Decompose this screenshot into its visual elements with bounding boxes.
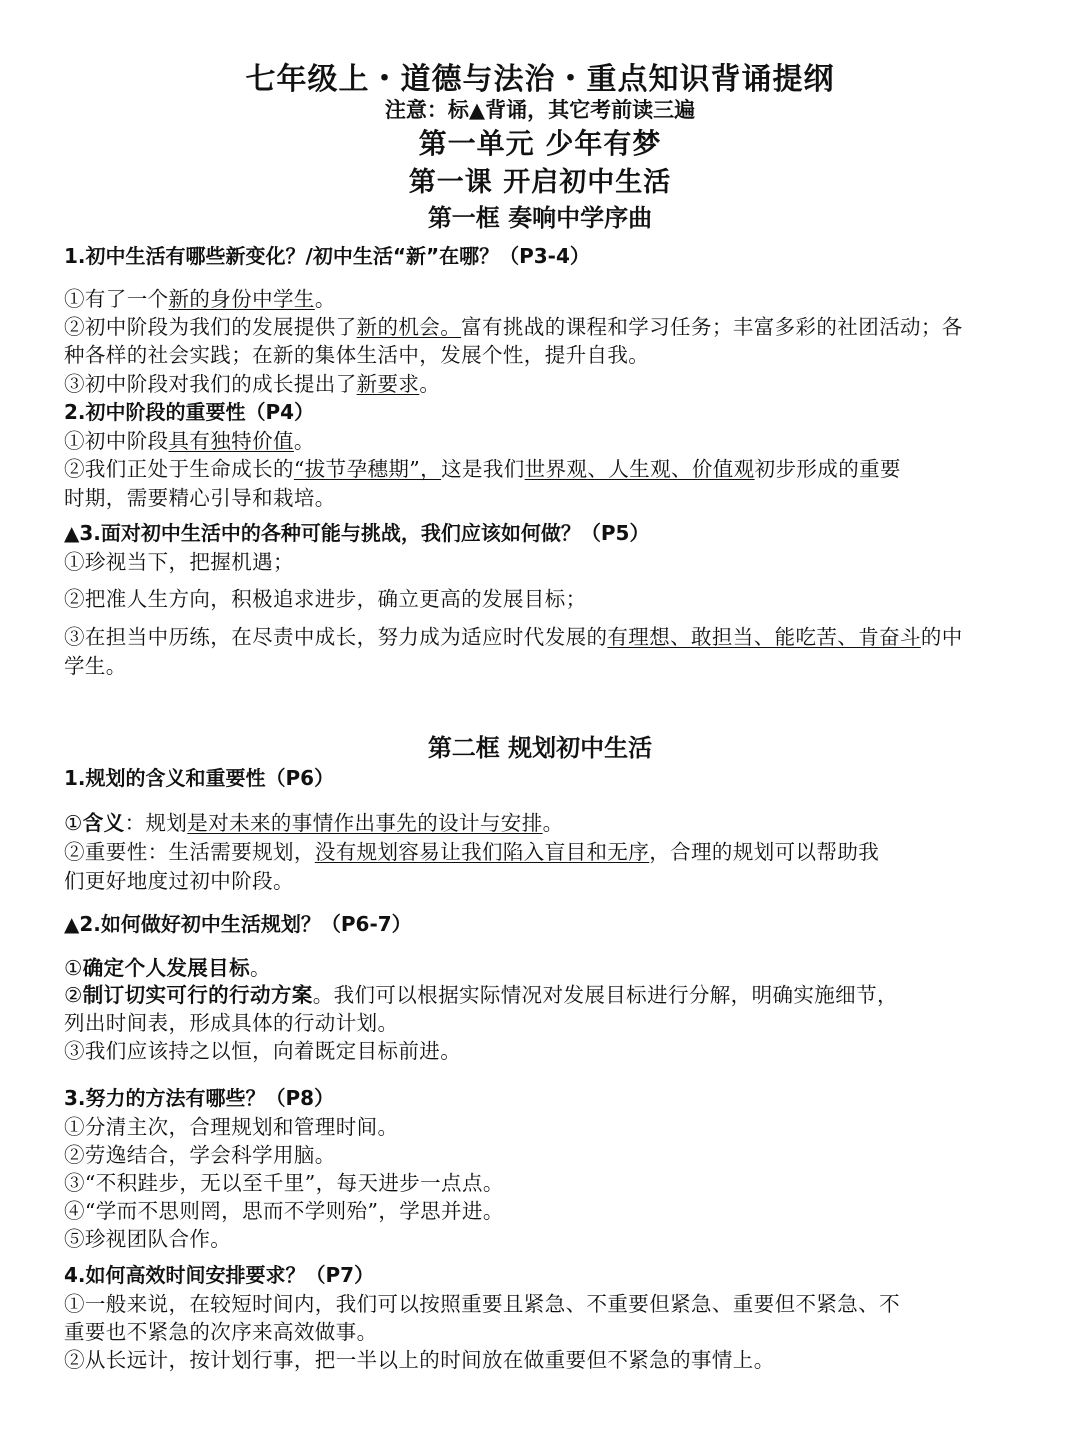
paragraph-line: ③“不积跬步，无以至千里”，每天进步一点点。	[64, 1171, 504, 1195]
document-title: 七年级上・道德与法治・重点知识背诵提纲	[245, 62, 835, 97]
paragraph-line: ②从长远计，按计划行事，把一半以上的时间放在做重要但不紧急的事情上。	[64, 1348, 775, 1372]
paragraph-line: ①确定个人发展目标。	[64, 956, 271, 980]
frame-heading-2: 第二框 规划初中生活	[427, 734, 653, 762]
paragraph-line: ⑤珍视团队合作。	[64, 1227, 232, 1251]
paragraph-line: ②初中阶段为我们的发展提供了新的机会。富有挑战的课程和学习任务；丰富多彩的社团活动；各	[64, 315, 963, 339]
paragraph-line: 们更好地度过初中阶段。	[64, 869, 294, 893]
frame-heading-1: 第一框 奏响中学序曲	[427, 204, 653, 232]
paragraph-line: ①初中阶段具有独特价值。	[64, 429, 315, 453]
question-heading: ▲3.面对初中生活中的各种可能与挑战，我们应该如何做？（P5）	[64, 521, 650, 545]
paragraph-line: ②重要性：生活需要规划，没有规划容易让我们陷入盲目和无序，合理的规划可以帮助我	[64, 840, 880, 864]
paragraph-line: ②把准人生方向，积极追求进步，确立更高的发展目标；	[64, 587, 587, 611]
paragraph-line: 时期，需要精心引导和栽培。	[64, 486, 336, 510]
question-heading: 1.初中生活有哪些新变化？/初中生活“新”在哪？（P3-4）	[64, 244, 590, 268]
paragraph-line: ④“学而不思则罔，思而不学则殆”，学思并进。	[64, 1199, 504, 1223]
paragraph-line: ①有了一个新的身份中学生。	[64, 287, 336, 311]
lesson-heading: 第一课 开启初中生活	[408, 167, 672, 198]
paragraph-line: ①分清主次，合理规划和管理时间。	[64, 1115, 399, 1139]
paragraph-line: 列出时间表，形成具体的行动计划。	[64, 1011, 399, 1035]
paragraph-line: 重要也不紧急的次序来高效做事。	[64, 1320, 378, 1344]
paragraph-line: ①珍视当下，把握机遇；	[64, 550, 294, 574]
paragraph-line: ②劳逸结合，学会科学用脑。	[64, 1143, 336, 1167]
paragraph-line: ③在担当中历练，在尽责中成长，努力成为适应时代发展的有理想、敢担当、能吃苦、肯奋斗的中	[64, 625, 963, 649]
paragraph-line: ②制订切实可行的行动方案。我们可以根据实际情况对发展目标进行分解，明确实施细节，	[64, 983, 898, 1007]
paragraph-line: 学生。	[64, 654, 127, 678]
paragraph-line: ①含义：规划是对未来的事情作出事先的设计与安排。	[64, 811, 564, 835]
question-heading: 1.规划的含义和重要性（P6）	[64, 766, 335, 790]
question-heading: 4.如何高效时间安排要求？（P7）	[64, 1263, 375, 1287]
paragraph-line: ③我们应该持之以恒，向着既定目标前进。	[64, 1039, 462, 1063]
unit-heading: 第一单元 少年有梦	[418, 127, 662, 160]
paragraph-line: 种各样的社会实践；在新的集体生活中，发展个性，提升自我。	[64, 343, 650, 367]
question-heading: 3.努力的方法有哪些？（P8）	[64, 1086, 335, 1110]
paragraph-line: ②我们正处于生命成长的“拔节孕穗期”，这是我们世界观、人生观、价值观初步形成的重要	[64, 457, 901, 481]
question-heading: ▲2.如何做好初中生活规划？（P6-7）	[64, 912, 412, 936]
paragraph-line: ①一般来说，在较短时间内，我们可以按照重要且紧急、不重要但紧急、重要但不紧急、不	[64, 1292, 900, 1316]
study-note: 注意：标▲背诵，其它考前读三遍	[384, 98, 696, 122]
question-heading: 2.初中阶段的重要性（P4）	[64, 400, 315, 424]
paragraph-line: ③初中阶段对我们的成长提出了新要求。	[64, 372, 441, 396]
